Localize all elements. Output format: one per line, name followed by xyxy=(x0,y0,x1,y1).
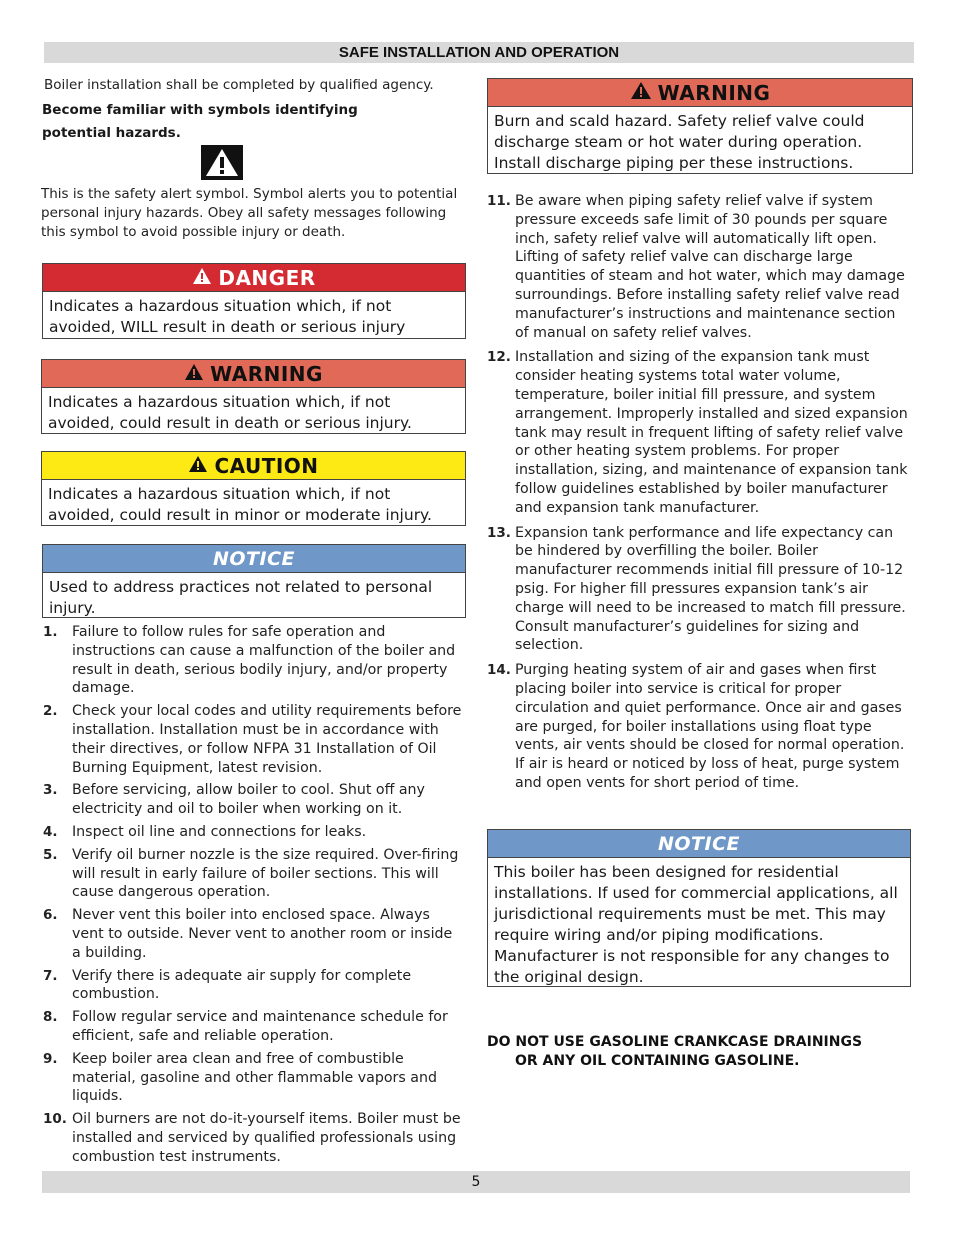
gasoline-warning-line-1: DO NOT USE GASOLINE CRANKCASE DRAININGS xyxy=(487,1034,863,1050)
danger-text: Indicates a hazardous situation which, if not avoided, WILL result in death or serious injury xyxy=(49,297,406,336)
list-item-number: 1. xyxy=(43,624,58,640)
warning-triangle-icon xyxy=(192,266,212,290)
list-item xyxy=(43,1050,465,1106)
list-item-number: 9. xyxy=(43,1050,58,1067)
section-title-bar xyxy=(44,42,914,63)
list-item-number: 4. xyxy=(43,823,58,840)
danger-label: DANGER xyxy=(218,265,316,290)
gasoline-warning xyxy=(487,1033,927,1070)
list-item-number: 12. xyxy=(487,349,511,366)
list-item xyxy=(43,702,465,777)
list-item-text: Failure to follow rules for safe operation and instructions can cause a malfunction of the boiler and result in death, serious bodily injury, and/or property damage. xyxy=(72,624,456,697)
warning-triangle-icon xyxy=(188,454,208,478)
warning-header xyxy=(488,79,912,107)
warning-triangle-icon xyxy=(184,362,204,386)
warning-header xyxy=(42,360,465,388)
caution-label: CAUTION xyxy=(214,453,319,478)
list-item xyxy=(487,661,912,793)
safety-alert-description: This is the safety alert symbol. Symbol alerts you to potential personal injury hazards. Obey all safety messages following this symbol to avoid possible injury or death. xyxy=(41,186,458,240)
safety-alert-symbol-icon xyxy=(201,145,243,180)
intro-bold-text xyxy=(42,99,402,145)
list-item-text: Inspect oil line and connections for leaks. xyxy=(72,823,367,840)
list-item xyxy=(487,348,912,517)
list-item-number: 3. xyxy=(43,782,58,799)
residential-notice-box xyxy=(487,829,911,987)
list-item-number: 2. xyxy=(43,703,58,720)
danger-box xyxy=(42,263,466,339)
gasoline-warning-line-2: OR ANY OIL CONTAINING GASOLINE. xyxy=(515,1052,800,1069)
intro-text: Boiler installation shall be completed by qualified agency. xyxy=(44,77,434,93)
intro-bold-line-2: potential hazards. xyxy=(42,125,181,141)
list-item-number: 14. xyxy=(487,662,511,679)
caution-header xyxy=(42,452,465,480)
list-item xyxy=(43,846,465,902)
list-item-text: Never vent this boiler into enclosed space. Always vent to outside. Never vent to another room or inside a building. xyxy=(72,907,453,961)
warning-label: WARNING xyxy=(657,80,771,105)
safety-rules-list-left xyxy=(43,623,465,1171)
warning-triangle-icon xyxy=(630,81,652,105)
list-item xyxy=(43,781,465,819)
list-item xyxy=(487,524,912,656)
burn-warning-box xyxy=(487,78,913,174)
list-item-text: Verify there is adequate air supply for complete combustion. xyxy=(72,967,412,1003)
list-item-text: Verify oil burner nozzle is the size required. Over-firing will result in early failure of boiler sections. This will cause dangerous operation. xyxy=(72,846,459,901)
warning-box xyxy=(41,359,466,434)
list-item-number: 7. xyxy=(43,967,58,984)
list-item xyxy=(43,1008,465,1046)
section-title: SAFE INSTALLATION AND OPERATION xyxy=(338,44,620,61)
burn-warning-text: Burn and scald hazard. Safety relief valve could discharge steam or hot water during operation. Install discharge piping per these instructions. xyxy=(494,112,865,172)
list-item-text: Oil burners are not do-it-yourself items. Boiler must be installed and serviced by qualified professionals using combustion test instruments. xyxy=(72,1111,461,1165)
list-item-text: Check your local codes and utility requirements before installation. Installation must be in accordance with their directives, or follow NFPA 31 Installation of Oil Burning Equipment, latest revision. xyxy=(72,703,462,776)
list-item xyxy=(43,623,465,698)
notice-box xyxy=(42,544,466,618)
list-item-number: 8. xyxy=(43,1009,58,1026)
list-item-text: Installation and sizing of the expansion tank must consider heating systems total water volume, temperature, boiler initial fill pressure, and system arrangement. Improperly installed and sized expansion tank may result in frequent lifting of safety relief valve or other heating system problems. For proper installation, sizing, and maintenance of expansion tank follow guidelines established by boiler manufacturer and expansion tank manufacturer. xyxy=(515,349,908,516)
list-item-text: Be aware when piping safety relief valve if system pressure exceeds safe limit of 30 pounds per square inch, safety relief valve will automatically lift open. Lifting of safety relief valve can discharge large quantities of steam and hot water, which may damage surroundings. Before installing safety relief valve read manufacturer’s instructions and maintenance section of manual on safety relief valves. xyxy=(515,193,905,341)
caution-box xyxy=(41,451,466,526)
list-item-number: 13. xyxy=(487,524,511,541)
list-item xyxy=(43,906,465,962)
list-item-text: Before servicing, allow boiler to cool. Shut off any electricity and oil to boiler when working on it. xyxy=(72,782,425,818)
safety-rules-list-right xyxy=(487,192,912,799)
list-item-text: Follow regular service and maintenance schedule for efficient, safe and reliable operation. xyxy=(72,1009,448,1044)
warning-label: WARNING xyxy=(210,361,323,386)
danger-header xyxy=(43,264,465,292)
caution-text: Indicates a hazardous situation which, if not avoided, could result in minor or moderate injury. xyxy=(48,485,432,524)
list-item-number: 5. xyxy=(43,846,58,863)
list-item-number: 11. xyxy=(487,193,511,209)
warning-text: Indicates a hazardous situation which, if not avoided, could result in death or serious injury. xyxy=(48,393,412,432)
list-item xyxy=(43,1110,465,1166)
list-item xyxy=(43,823,465,842)
intro-bold-line-1: Become familiar with symbols identifying xyxy=(42,102,358,118)
page-number: 5 xyxy=(471,1174,481,1190)
residential-notice-text: This boiler has been designed for residential installations. If used for commercial applications, all jurisdictional requirements must be met. This may require wiring and/or piping modifications. Manufacturer is not responsible for any changes to the original design. xyxy=(494,863,898,986)
notice-header xyxy=(43,545,465,573)
footer-bar xyxy=(42,1171,910,1193)
notice-label: NOTICE xyxy=(212,547,295,570)
notice-header xyxy=(488,830,910,858)
list-item-number: 10. xyxy=(43,1111,67,1128)
list-item-text: Keep boiler area clean and free of combustible material, gasoline and other flammable vapors and liquids. xyxy=(72,1050,437,1105)
list-item-text: Purging heating system of air and gases when first placing boiler into service is critical for proper circulation and quiet performance. Once air and gases are purged, for boiler installations using float type vents, air vents should be closed for normal operation. If air is heard or noticed by loss of heat, purge system and open vents for short period of time. xyxy=(515,662,905,791)
notice-label: NOTICE xyxy=(657,832,740,855)
list-item-number: 6. xyxy=(43,907,58,924)
notice-text: Used to address practices not related to personal injury. xyxy=(49,578,433,617)
list-item xyxy=(43,967,465,1005)
list-item-text: Expansion tank performance and life expectancy can be hindered by overfilling the boiler. Boiler manufacturer recommends initial fill pressure of 10-12 psig. For higher fill pressures expansion tank’s air charge will need to be increased to match fill pressure. Consult manufacturer’s guidelines for sizing and selection. xyxy=(515,524,906,654)
list-item xyxy=(487,192,912,342)
